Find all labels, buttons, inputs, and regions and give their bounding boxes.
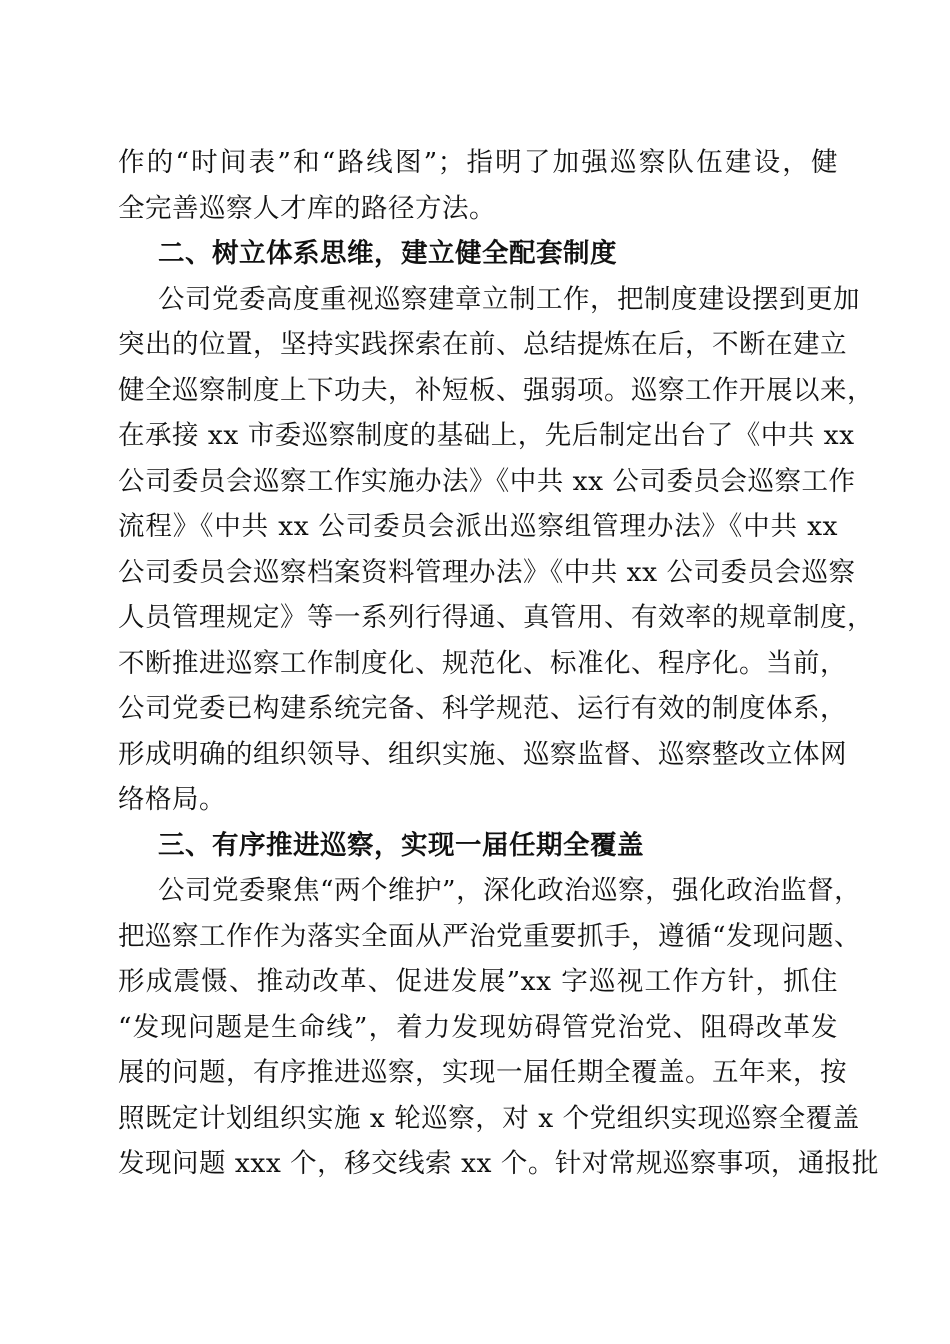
paragraph-line: 突出的位置，坚持实践探索在前、总结提炼在后，不断在建立 xyxy=(118,329,847,360)
document-page xyxy=(118,140,879,1187)
paragraph-line: 不断推进巡察工作制度化、规范化、标准化、程序化。当前， xyxy=(118,647,847,679)
paragraph-line: 公司委员会巡察档案资料管理办法》《中共 xx 公司委员会巡察 xyxy=(118,556,856,588)
paragraph-line: 流程》《中共 xx 公司委员会派出巡察组管理办法》《中共 xx xyxy=(118,511,838,542)
heading-line: 三、有序推进巡察，实现一届任期全覆盖 xyxy=(158,829,644,861)
paragraph-line: 人员管理规定》等一系列行得通、真管用、有效率的规章制度， xyxy=(118,602,874,633)
heading-line: 二、树立体系思维，建立健全配套制度 xyxy=(158,238,617,269)
body-paragraph xyxy=(118,868,879,1187)
paragraph-line: 形成震慑、推动改革、促进发展”xx 字巡视工作方针，抓住 xyxy=(118,966,838,997)
paragraph-line: “发现问题是生命线”，着力发现妨碍管党治党、阻碍改革发 xyxy=(118,1011,838,1043)
paragraph-line: 照既定计划组织实施 x 轮巡察，对 x 个党组织实现巡察全覆盖 xyxy=(118,1102,860,1134)
paragraph-line: 把巡察工作作为落实全面从严治党重要抓手，遵循“发现问题、 xyxy=(118,920,862,952)
body-paragraph xyxy=(118,140,838,231)
paragraph-line: 在承接 xx 市委巡察制度的基础上，先后制定出台了《中共 xx xyxy=(118,420,855,451)
paragraph-line: 发现问题 xxx 个，移交线索 xx 个。针对常规巡察事项，通报批 xyxy=(118,1148,879,1179)
paragraph-line: 作的“时间表”和“路线图”；指明了加强巡察队伍建设，健 xyxy=(118,147,838,178)
paragraph-line: 络格局。 xyxy=(118,784,226,815)
section-heading xyxy=(118,823,838,869)
paragraph-line: 公司委员会巡察工作实施办法》《中共 xx 公司委员会巡察工作 xyxy=(118,465,856,497)
section-heading xyxy=(118,231,838,277)
paragraph-line: 健全巡察制度上下功夫，补短板、强弱项。巡察工作开展以来， xyxy=(118,374,874,406)
body-paragraph xyxy=(118,277,874,823)
paragraph-line: 公司党委聚焦“两个维护”，深化政治巡察，强化政治监督， xyxy=(158,875,862,906)
paragraph-line: 公司党委高度重视巡察建章立制工作，把制度建设摆到更加 xyxy=(158,283,860,315)
paragraph-line: 全完善巡察人才库的路径方法。 xyxy=(118,192,496,224)
paragraph-line: 形成明确的组织领导、组织实施、巡察监督、巡察整改立体网 xyxy=(118,738,847,770)
paragraph-line: 展的问题，有序推进巡察，实现一届任期全覆盖。五年来，按 xyxy=(118,1057,847,1088)
paragraph-line: 公司党委已构建系统完备、科学规范、运行有效的制度体系， xyxy=(118,693,847,724)
